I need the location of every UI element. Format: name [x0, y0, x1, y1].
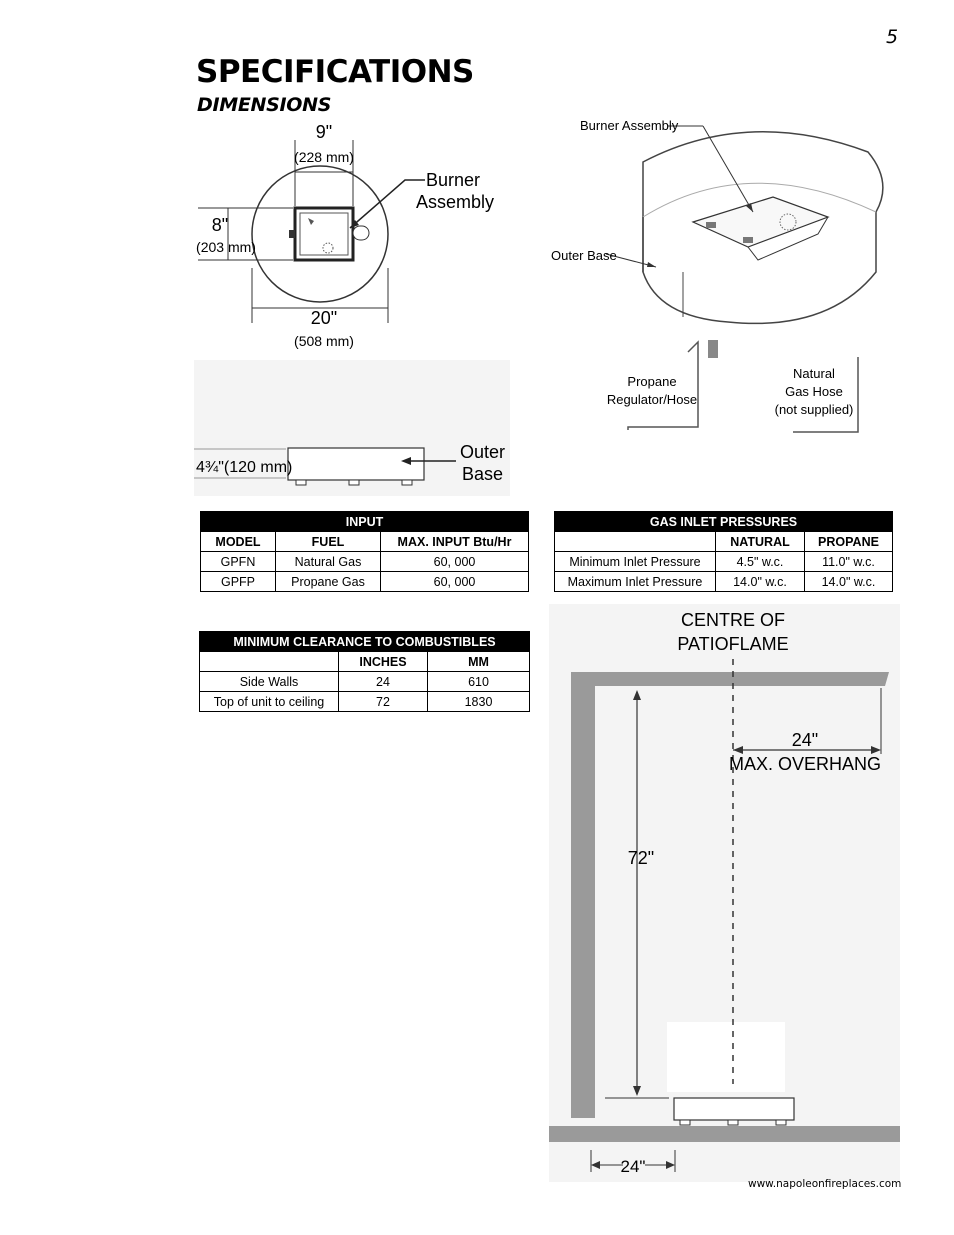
outer-base-iso-label: Outer Base: [551, 248, 617, 263]
table-row: [555, 572, 893, 592]
gas-header-propane: PROPANE: [805, 532, 893, 552]
clearance-header-blank: [200, 652, 339, 672]
input-header-fuel: FUEL: [276, 532, 381, 552]
centre-label-1: CENTRE OF: [680, 610, 786, 630]
clearance-diagram: [549, 604, 900, 1182]
input-header-max: MAX. INPUT Btu/Hr: [381, 532, 529, 552]
table-cell: Minimum Inlet Pressure: [555, 552, 716, 572]
table-cell: Propane Gas: [276, 572, 381, 592]
top-depth-mm: (203 mm): [196, 239, 256, 255]
natural-label-3: (not supplied): [774, 402, 854, 417]
table-row: [200, 692, 530, 712]
side-value: 24": [620, 1157, 646, 1176]
gas-header-natural: NATURAL: [716, 532, 805, 552]
table-cell: 14.0" w.c.: [805, 572, 893, 592]
input-table-title: INPUT: [201, 512, 529, 532]
overhang-label: MAX. OVERHANG: [728, 754, 882, 774]
input-header-model: MODEL: [201, 532, 276, 552]
table-cell: Top of unit to ceiling: [200, 692, 339, 712]
gas-header-blank: [555, 532, 716, 552]
side-view-diagram: [194, 360, 510, 496]
table-cell: 1830: [428, 692, 530, 712]
table-cell: 24: [339, 672, 428, 692]
table-cell: GPFN: [201, 552, 276, 572]
clearance-header-inches: INCHES: [339, 652, 428, 672]
natural-label-2: Gas Hose: [785, 384, 843, 399]
clearance-table-title: MINIMUM CLEARANCE TO COMBUSTIBLES: [200, 632, 530, 652]
table-cell: 11.0" w.c.: [805, 552, 893, 572]
table-row: [200, 672, 530, 692]
burner-assembly-label: Burner Assembly: [580, 118, 679, 133]
table-cell: 60, 000: [381, 552, 529, 572]
propane-label-1: Propane: [627, 374, 677, 389]
gas-table-title: GAS INLET PRESSURES: [555, 512, 893, 532]
table-cell: Natural Gas: [276, 552, 381, 572]
table-cell: 610: [428, 672, 530, 692]
clearance-table: [199, 631, 530, 712]
page-number: 5: [886, 26, 899, 48]
propane-label-2: Regulator/Hose: [606, 392, 698, 407]
footer-url: www.napoleonfireplaces.com: [748, 1178, 902, 1190]
centre-label-2: PATIOFLAME: [677, 634, 789, 654]
table-row: [555, 552, 893, 572]
clearance-header-mm: MM: [428, 652, 530, 672]
side-height: 4¾"(120 mm): [196, 459, 293, 476]
top-depth-in: 8": [211, 215, 229, 235]
table-cell: 60, 000: [381, 572, 529, 592]
natural-label-1: Natural: [793, 366, 835, 381]
table-cell: GPFP: [201, 572, 276, 592]
outer-base-label-1: Outer: [460, 442, 506, 462]
table-row: [201, 552, 529, 572]
top-width-mm: (228 mm): [294, 149, 354, 165]
table-cell: 14.0" w.c.: [716, 572, 805, 592]
section-subtitle: DIMENSIONS: [197, 94, 332, 116]
table-cell: Side Walls: [200, 672, 339, 692]
table-cell: Maximum Inlet Pressure: [555, 572, 716, 592]
top-diameter-in: 20": [310, 308, 338, 328]
overhang-value: 24": [791, 730, 819, 750]
burner-label-2: Assembly: [416, 192, 495, 212]
isometric-view-diagram: [548, 112, 892, 442]
burner-label-1: Burner: [426, 170, 481, 190]
gas-inlet-table: [554, 511, 893, 592]
table-cell: 72: [339, 692, 428, 712]
top-width-in: 9": [315, 122, 333, 142]
top-view-diagram: [190, 118, 510, 358]
top-diameter-mm: (508 mm): [294, 333, 354, 349]
page-title: SPECIFICATIONS: [196, 54, 474, 90]
table-cell: 4.5" w.c.: [716, 552, 805, 572]
input-table: [200, 511, 529, 592]
outer-base-label-2: Base: [462, 464, 504, 484]
table-row: [201, 572, 529, 592]
height-value: 72": [627, 848, 655, 868]
